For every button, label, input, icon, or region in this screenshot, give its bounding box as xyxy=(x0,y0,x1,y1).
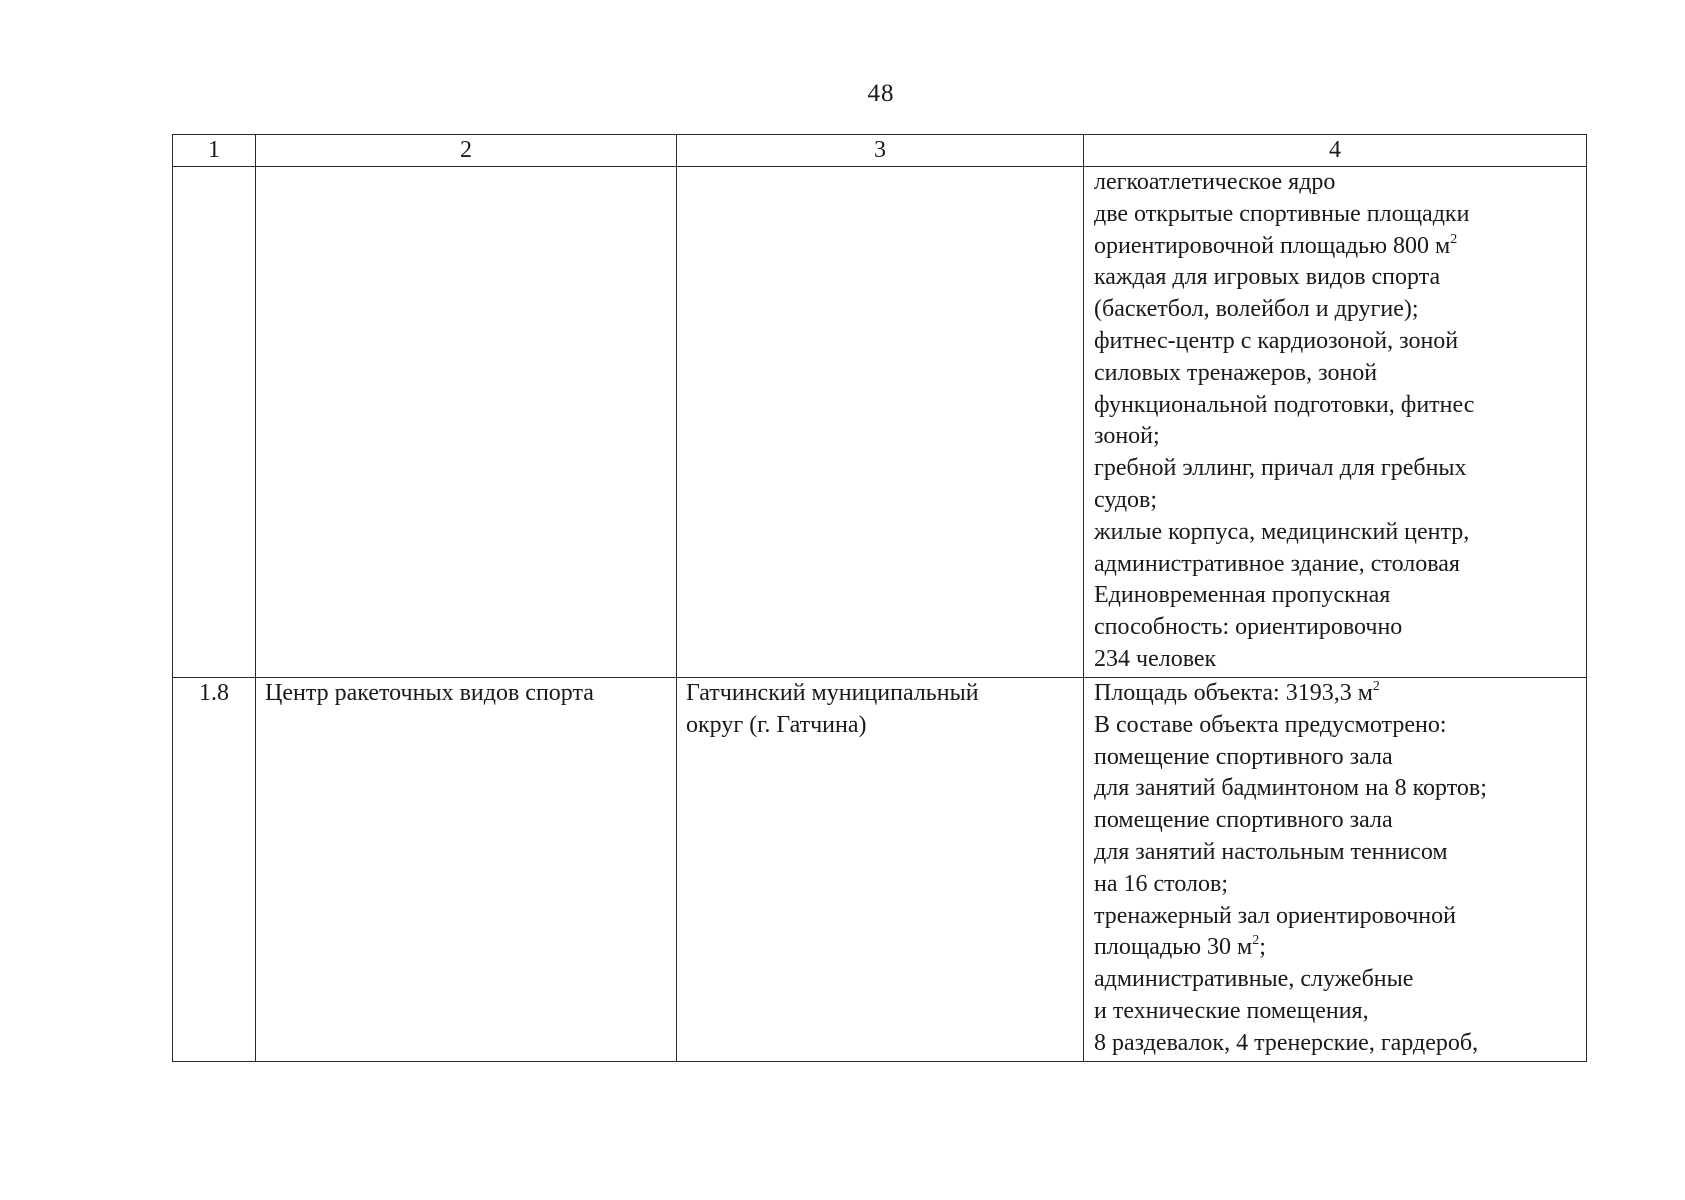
object-description xyxy=(1084,167,1587,678)
description-line: судов; xyxy=(1094,486,1158,513)
description-line: каждая для игровых видов спорта xyxy=(1094,264,1441,291)
row-number: 1.8 xyxy=(173,678,256,1062)
description-line: Единовременная пропускная xyxy=(1094,582,1391,609)
description-line: 234 человек xyxy=(1094,645,1217,672)
description-line: фитнес-центр с кардиозоной, зоной xyxy=(1094,327,1459,354)
location-line: округ (г. Гатчина) xyxy=(686,711,867,738)
header-row xyxy=(173,135,1587,167)
header-col-2: 2 xyxy=(256,135,677,167)
description-text: ориентировочной площадью 800 м xyxy=(1094,232,1451,259)
description-line: способность: ориентировочно xyxy=(1094,614,1403,641)
location-line: Гатчинский муниципальный xyxy=(686,680,979,706)
description-line xyxy=(1094,932,1578,964)
description-line: административное здание, столовая xyxy=(1094,550,1460,577)
superscript: 2 xyxy=(1252,933,1260,949)
description-line: административные, служебные xyxy=(1094,966,1414,993)
object-name xyxy=(256,167,677,678)
object-description xyxy=(1084,678,1587,1062)
header-col-3: 3 xyxy=(677,135,1084,167)
description-line: (баскетбол, волейбол и другие); xyxy=(1094,296,1419,323)
description-line: функциональной подготовки, фитнес xyxy=(1094,391,1475,418)
description-line: жилые корпуса, медицинский центр, xyxy=(1094,518,1470,545)
description-line xyxy=(1094,231,1578,263)
object-name: Центр ракеточных видов спорта xyxy=(256,678,677,1062)
description-line: на 16 столов; xyxy=(1094,870,1228,897)
description-line: две открытые спортивные площадки xyxy=(1094,200,1470,227)
object-location xyxy=(677,678,1084,1062)
header-col-4: 4 xyxy=(1084,135,1587,167)
header-col-1: 1 xyxy=(173,135,256,167)
table-row xyxy=(173,167,1587,678)
superscript: 2 xyxy=(1372,679,1380,694)
description-line xyxy=(1094,678,1578,710)
description-line: гребной эллинг, причал для гребных xyxy=(1094,455,1467,482)
description-line: помещение спортивного зала xyxy=(1094,743,1393,770)
description-line: и технические помещения, xyxy=(1094,997,1369,1024)
description-line: легкоатлетическое ядро xyxy=(1094,169,1336,195)
description-line: помещение спортивного зала xyxy=(1094,807,1393,834)
table-row xyxy=(173,678,1587,1062)
description-text: Площадь объекта: 3193,3 м xyxy=(1094,680,1373,706)
description-line: силовых тренажеров, зоной xyxy=(1094,359,1378,386)
object-location xyxy=(677,167,1084,678)
description-line: для занятий настольным теннисом xyxy=(1094,838,1448,865)
description-line: для занятий бадминтоном на 8 кортов; xyxy=(1094,775,1487,802)
description-line: тренажерный зал ориентировочной xyxy=(1094,902,1456,929)
facilities-table xyxy=(172,134,1587,1062)
row-number xyxy=(173,167,256,678)
description-line: В составе объекта предусмотрено: xyxy=(1094,711,1447,738)
punctuation: ; xyxy=(1259,934,1266,961)
description-line: зоной; xyxy=(1094,423,1160,450)
superscript: 2 xyxy=(1450,231,1458,247)
description-line: 8 раздевалок, 4 тренерские, гардероб, xyxy=(1094,1029,1479,1056)
page-number: 48 xyxy=(867,80,895,107)
description-text: площадью 30 м xyxy=(1094,934,1253,961)
